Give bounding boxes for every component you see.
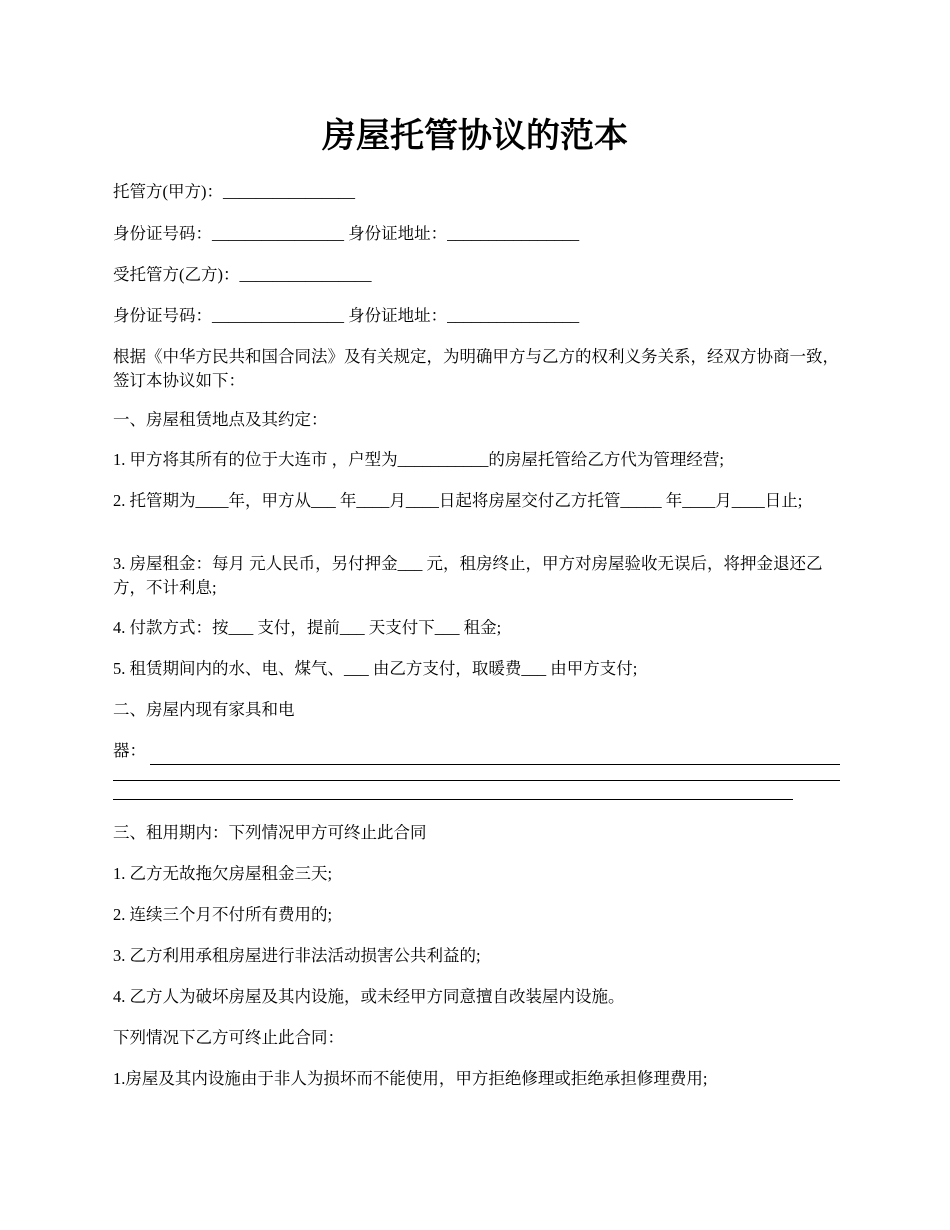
section-three-heading: 三、租用期内：下列情况甲方可终止此合同 — [113, 823, 427, 842]
document-title: 房屋托管协议的范本 — [322, 116, 628, 156]
preamble-paragraph: 根据《中华方民共和国合同法》及有关规定，为明确甲方与乙方的权利义务关系，经双方协商一致，签订本协议如下： — [113, 347, 839, 390]
party-b-termination-clause-1: 1.房屋及其内设施由于非人为损坏而不能使用，甲方拒绝修理或拒绝承担修理费用; — [113, 1069, 708, 1088]
appliances-blank-line-2 — [113, 780, 840, 781]
clause-1-5: 5. 租赁期间内的水、电、煤气、___ 由乙方支付，取暖费___ 由甲方支付; — [113, 659, 638, 678]
appliances-label: 器： — [113, 741, 146, 760]
clause-1-3: 3. 房屋租金：每月 元人民币，另付押金___ 元，租房终止，甲方对房屋验收无误后，将押金退还乙方，不计利息; — [113, 554, 823, 597]
section-two-heading: 二、房屋内现有家具和电 — [113, 700, 295, 719]
appliances-blank-line-1 — [150, 764, 840, 765]
party-b-termination-heading: 下列情况下乙方可终止此合同： — [113, 1028, 344, 1047]
party-b-id-line: 身份证号码：________________ 身份证地址：________________ — [113, 306, 580, 325]
clause-1-4: 4. 付款方式：按___ 支付，提前___ 天支付下___ 租金; — [113, 618, 502, 637]
clause-1-1: 1. 甲方将其所有的位于大连市 ，户型为___________的房屋托管给乙方代为管理经营; — [113, 450, 724, 469]
clause-3-3: 3. 乙方利用承租房屋进行非法活动损害公共利益的; — [113, 946, 481, 965]
party-a-id-line: 身份证号码：________________ 身份证地址：________________ — [113, 224, 580, 243]
appliances-blank-line-3 — [113, 799, 793, 800]
clause-1-2: 2. 托管期为____年，甲方从___ 年____月____日起将房屋交付乙方托管_____ 年____月____日止; — [113, 491, 803, 510]
clause-3-2: 2. 连续三个月不付所有费用的; — [113, 905, 333, 924]
section-one-heading: 一、房屋租赁地点及其约定： — [113, 410, 328, 429]
party-a-line: 托管方(甲方)：________________ — [113, 182, 355, 201]
clause-3-4: 4. 乙方人为破坏房屋及其内设施，或未经甲方同意擅自改装屋内设施。 — [113, 987, 625, 1006]
party-b-line: 受托管方(乙方)：________________ — [113, 265, 372, 284]
clause-3-1: 1. 乙方无故拖欠房屋租金三天; — [113, 864, 333, 883]
